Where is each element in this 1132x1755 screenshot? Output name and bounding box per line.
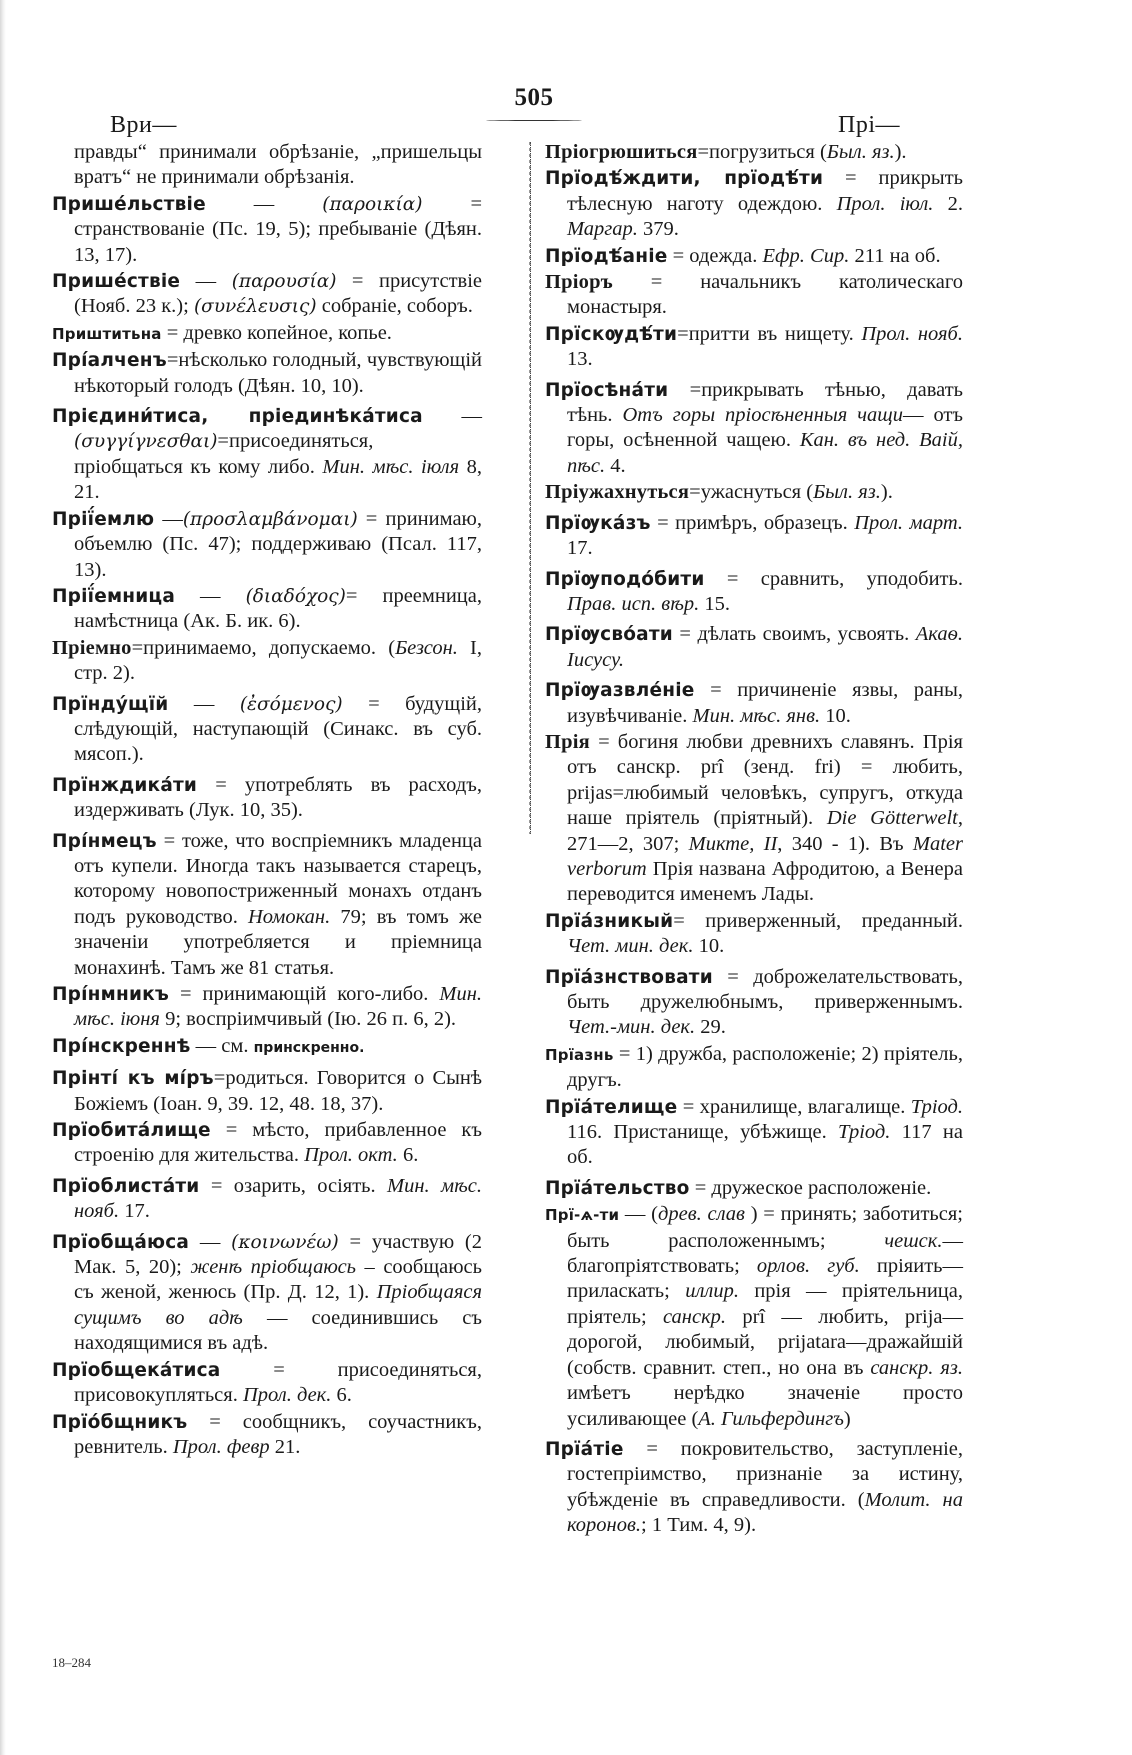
dictionary-entry	[52, 507, 482, 583]
entry-text: прія — пріятельница, пріятель;	[567, 1280, 963, 1328]
entry-text: =притти въ нищету.	[677, 322, 862, 345]
entry-greek-equivalent: (παροικία)	[322, 193, 423, 215]
entry-source-citation: орлов. губ.	[756, 1255, 860, 1278]
entry-headword: Прїоблиста́ти	[52, 1175, 200, 1197]
entry-text: , 340 - 1). Въ	[777, 832, 913, 855]
entry-text: = присоединяться, присовокупляться.	[74, 1358, 482, 1407]
dictionary-entry	[545, 965, 963, 1041]
entry-text: —	[180, 270, 232, 293]
entry-text: 8, 21.	[74, 455, 483, 504]
entry-headword: Прі́нмникъ	[52, 984, 169, 1005]
entry-source-citation: Прол. март.	[854, 511, 963, 534]
right-column	[545, 140, 963, 1540]
entry-headword: Прїа́тіе	[545, 1438, 624, 1460]
entry-source-citation: Тріод.	[838, 1121, 891, 1144]
entry-text: 15.	[699, 592, 730, 615]
running-head-left: Ври—	[110, 112, 177, 138]
left-entries	[52, 192, 482, 1461]
entry-source-citation: Кан. въ нед. Ваій, пѣс.	[567, 429, 963, 477]
dictionary-entry	[52, 1034, 482, 1061]
entry-headword: Прїобщека́тиса	[52, 1359, 221, 1381]
entry-text: =присоединяться, пріобщаться къ кому либо.	[74, 430, 374, 478]
entry-text: пріяить— приласкать;	[567, 1255, 963, 1303]
dictionary-entry	[545, 166, 963, 242]
entry-text: = начальникъ католическаго монастыря.	[567, 271, 963, 319]
dictionary-entry	[52, 773, 482, 824]
entry-source-citation: Пріобщаяся сущимъ во адѣ	[74, 1281, 482, 1329]
entry-text: 10.	[693, 935, 725, 958]
entry-greek-equivalent: (ἐσόμενος)	[239, 693, 343, 715]
dictionary-entry	[545, 730, 963, 908]
entry-headword: Прїа́зникый	[545, 910, 674, 932]
entry-headword: Прїѹподо́бити	[545, 568, 705, 590]
dictionary-entry	[52, 636, 482, 687]
entry-text: имѣетъ нерѣдко значеніе просто усиливающее (	[567, 1382, 963, 1430]
entry-headword: Прїа́знствовати	[545, 966, 713, 988]
entry-source-citation: Прол. окт.	[304, 1144, 398, 1167]
entry-text: =принимаемо, допускаемо. (	[131, 636, 396, 659]
entry-source-citation: Номокан.	[248, 905, 331, 928]
entry-headword: Прїѹка́зъ	[545, 512, 651, 534]
entry-text: —	[422, 405, 482, 428]
entry-source-citation: Прол. нояб.	[861, 322, 963, 345]
entry-text: 79; въ томъ же значеніи употребляется и пріемница монахинѣ. Тамъ же 81 статья.	[74, 905, 482, 979]
dictionary-entry	[52, 348, 482, 399]
entry-text: ).	[880, 481, 893, 504]
entry-text: 17.	[119, 1200, 150, 1223]
entry-text: —	[205, 192, 323, 215]
dictionary-entry	[545, 909, 963, 960]
entry-source-citation: Тріод.	[910, 1095, 963, 1118]
entry-source-citation: древ. слав	[658, 1203, 745, 1226]
entry-source-citation: Безсон.	[395, 636, 458, 659]
entry-text: = покровительство, заступленіе, гостепріимство, признаніе за истину, убѣжденіе въ справедливости. (	[567, 1437, 963, 1511]
dictionary-entry	[545, 1176, 963, 1201]
dictionary-entry	[52, 692, 482, 768]
entry-source-citation: Прав. исп. вѣр.	[567, 592, 700, 615]
entry-headword: Прі́нскреннѣ	[52, 1035, 191, 1057]
entry-text: – сообщаюсь съ женой, женюсь (Пр. Д. 12, 1).	[74, 1256, 482, 1304]
entry-text: =прикрывать тѣнью, давать тѣнь.	[567, 378, 963, 427]
entry-headword: Прїѹсво́ати	[545, 624, 673, 646]
entry-source-citation: санскр.	[662, 1305, 727, 1328]
entry-text: =ужаснуться (	[689, 481, 814, 504]
entry-text: 6.	[397, 1144, 419, 1167]
entry-text: = присутствіе (Нояб. 23 к.);	[74, 270, 483, 318]
entry-source-citation: Мин. мѣс. янв.	[692, 704, 821, 727]
entry-text: prî — любить, prija— дорогой, любимый, prijatara—дражайшій (собств. сравнит. степ., но она въ	[567, 1305, 963, 1379]
entry-source-citation: Die Götterwelt	[826, 807, 958, 830]
dictionary-entry	[545, 378, 963, 480]
footer-signature-mark: 18–284	[52, 1655, 91, 1670]
dictionary-entry	[545, 1095, 963, 1171]
dictionary-entry	[52, 829, 482, 981]
dictionary-entry	[545, 1437, 963, 1539]
entry-text: 21.	[269, 1435, 301, 1458]
entry-text: ).	[894, 141, 907, 163]
entry-source-citation: Чет.-мин. дек.	[567, 1016, 696, 1039]
entry-greek-equivalent: (συγγίγνεσθαι)	[74, 431, 218, 453]
entry-text: = доброжелательствовать, быть дружелюбнымъ, приверженнымъ.	[567, 965, 963, 1013]
entry-text: = дѣлать своимъ, усвоять.	[672, 623, 916, 646]
entry-text: = примѣръ, образецъ.	[650, 511, 855, 534]
entry-text: = дружеское расположеніе.	[689, 1176, 932, 1199]
continuation-text: правды“ принимали обрѣзаніе, „пришельцы вратъ“ не принимали обрѣзанія.	[74, 141, 482, 189]
entry-source-citation: Прол. февр	[172, 1435, 270, 1458]
entry-text: —	[168, 692, 240, 715]
dictionary-entry	[545, 567, 963, 618]
entry-text: 10.	[820, 704, 851, 727]
entry-text: =родиться. Говорится о Сынѣ Божіемъ (Іоан. 9, 39. 12, 48. 18, 37).	[74, 1067, 482, 1115]
dictionary-entry	[545, 511, 963, 562]
dictionary-entry	[545, 270, 963, 321]
dictionary-entry	[52, 1410, 482, 1461]
dictionary-entry	[52, 321, 482, 347]
entry-headword: Прїа́телище	[545, 1096, 678, 1118]
dictionary-entry	[545, 244, 963, 269]
entry-headword: Прії́емница	[52, 585, 176, 607]
entry-text: 116. Пристанище, убѣжище.	[567, 1121, 839, 1144]
dictionary-entry	[52, 192, 482, 268]
entry-text: = хранилище, влагалище.	[677, 1095, 911, 1118]
running-head-right: Прі—	[838, 112, 900, 138]
entry-headword: Прїнду́щїй	[52, 693, 169, 715]
entry-text: = озарить, осіять.	[199, 1174, 388, 1197]
entry-text: —	[189, 1230, 232, 1253]
entry-headword: Прїа́тельство	[545, 1177, 690, 1199]
entry-text: = тоже, что воспріемникъ младенца отъ купели. Иногда такъ называется старецъ, которому новопостриженный монахъ отданъ подъ руководство.	[74, 829, 482, 928]
entry-source-citation: Маргар.	[567, 218, 638, 241]
page-scan-edge	[0, 0, 6, 1755]
entry-text: = сообщникъ, соучастникъ, ревнитель.	[74, 1410, 482, 1458]
entry-source-citation: Мин. мѣс. нояб.	[74, 1174, 482, 1223]
entry-headword: Прише́ствіе	[52, 271, 181, 293]
entry-source-citation: Ефр. Сир.	[762, 244, 850, 267]
entry-headword: Прієдини́тиса, пріединѣка́тиса	[52, 406, 423, 428]
entry-text: = причиненіе язвы, раны, изувѣчиваніе.	[567, 679, 963, 727]
entry-headword: Прїодѣ́ждити, прїодѣ́ти	[545, 168, 824, 190]
entry-headword: Пріоръ	[545, 271, 613, 294]
entry-text: Прія названа Афродитою, а Венера переводится именемъ Лады.	[567, 857, 963, 906]
entry-source-citation: Мин. мѣс. іюня	[74, 983, 482, 1031]
entry-text: — благопріятствовать;	[567, 1229, 963, 1278]
entry-text: собраніе, соборъ.	[316, 295, 473, 318]
dictionary-entry	[52, 1358, 482, 1409]
entry-headword: Прі́алченъ	[52, 350, 167, 372]
entry-source-citation: Мин. мѣс. іюля	[322, 455, 460, 478]
entry-source-citation: Отъ горы пріосѣненныя чащи	[622, 404, 903, 427]
page-number: 505	[514, 84, 554, 111]
column-divider	[530, 142, 535, 834]
entry-text: =погрузиться (	[697, 141, 827, 163]
entry-text: — соединившись съ находящимися въ адѣ.	[74, 1306, 482, 1355]
entry-greek-equivalent: (προσλαμβάνομαι)	[182, 508, 358, 530]
entry-text: = принимаю, объемлю (Пс. 47); поддерживаю (Псал. 117, 13).	[74, 507, 482, 581]
entry-headword: Прїо́бщникъ	[52, 1411, 188, 1433]
entry-text: 2.	[933, 192, 964, 215]
dictionary-entry	[545, 1202, 963, 1432]
entry-greek-equivalent: (κοινωνέω)	[231, 1231, 339, 1253]
entry-greek-equivalent: (συνέλευσις)	[193, 296, 317, 318]
entry-headword: Прїѹазвле́ніе	[545, 680, 695, 702]
entry-headword: Пріемно	[52, 636, 132, 659]
dictionary-entry	[545, 622, 963, 673]
entry-headword: Прїобита́лище	[52, 1120, 211, 1142]
entry-headword: Прінті́ къ мі́ръ	[52, 1068, 214, 1090]
entry-source-citation: А. Гильфердингъ	[698, 1407, 844, 1430]
entry-headword: Прїобща́юса	[52, 1231, 190, 1253]
entry-source-citation: Чет. мин. дек.	[567, 935, 694, 958]
entry-text: 9; воспріимчивый (Ію. 26 п. 6, 2).	[159, 1008, 457, 1031]
entry-source-citation: Был. яз.	[826, 141, 895, 163]
dictionary-entry	[52, 404, 482, 506]
entry-text: — отъ горы, осѣненной чащею.	[567, 404, 963, 452]
entry-text: = преемница, намѣстница (Ак. Б. ик. 6).	[74, 584, 482, 633]
entry-text: —	[175, 584, 246, 607]
entry-greek-equivalent: (διαδόχος)	[245, 585, 346, 607]
entry-source-citation: Прол. іюл.	[836, 192, 934, 215]
dictionary-entry	[52, 269, 482, 320]
entry-text: = странствованіе (Пс. 19, 5); пребываніе (Дѣян. 13, 17).	[74, 192, 483, 266]
entry-text: = будущій, слѣдующій, наступающій (Синакс. въ суб. мясоп.).	[74, 692, 482, 766]
entry-headword: Прї-ѧ-ти	[545, 1206, 620, 1225]
entry-cross-reference: принскренно.	[253, 1039, 365, 1056]
entry-source-citation: Акаѳ. Іисусу.	[567, 623, 963, 671]
entry-text: = богиня любви древнихъ славянъ. Прія отъ санскр. prî (зенд. fri) = любить, prijas=любимый человѣкъ, супругъ, откуда наше пріятель (пріятный).	[567, 730, 963, 830]
entry-headword: Прїосѣна́ти	[545, 379, 669, 401]
entry-headword: Прїскѹдѣ́ти	[545, 323, 678, 345]
dictionary-entry	[545, 1042, 963, 1094]
entry-text: = одежда.	[667, 244, 763, 267]
dictionary-entry	[545, 140, 963, 165]
right-entries	[545, 140, 963, 1539]
left-column	[52, 140, 482, 1461]
dictionary-entry	[545, 322, 963, 373]
entry-headword: Пріогрюшиться	[545, 141, 698, 163]
entry-text: = прикрыть тѣлесную наготу одеждою.	[567, 167, 963, 215]
entry-text: ) = принять; заботиться; быть расположеннымъ;	[567, 1203, 963, 1252]
dictionary-entry	[545, 480, 963, 505]
entry-source-citation: женѣ пріобщаюсь	[190, 1256, 357, 1279]
entry-headword: Приштитьна	[52, 324, 162, 343]
entry-headword: Прі́нмецъ	[52, 830, 157, 852]
entry-text: 6.	[331, 1384, 352, 1407]
entry-text: I, стр. 2).	[74, 636, 483, 685]
entry-headword: Пріужахнуться	[545, 481, 690, 504]
entry-headword: Прише́льствіе	[52, 193, 206, 215]
entry-text: — см.	[190, 1034, 254, 1057]
entry-text: 211 на об.	[849, 244, 941, 267]
dictionary-entry	[52, 982, 482, 1033]
entry-headword: Прія	[545, 730, 590, 753]
entry-headword: Прїнждика́ти	[52, 774, 198, 796]
page-number-rule	[486, 120, 582, 121]
entry-text: ; 1 Тим. 4, 9).	[641, 1514, 757, 1537]
entry-source-citation: Mater verborum	[567, 832, 964, 880]
entry-source-citation: Молит. на коронов.	[567, 1488, 963, 1537]
dictionary-entry	[52, 1230, 482, 1357]
entry-text: = древко копейное, копье.	[161, 321, 392, 344]
entry-text: 17.	[567, 537, 593, 560]
entry-source-citation: Был. яз.	[813, 481, 881, 504]
entry-text: — (	[619, 1203, 658, 1226]
entry-text: 13.	[567, 348, 593, 371]
entry-text: )	[843, 1407, 851, 1430]
entry-text: = сравнить, уподобить.	[704, 567, 963, 590]
dictionary-entry	[52, 1174, 482, 1225]
dictionary-entry	[545, 678, 963, 729]
entry-source-citation: чешск.	[884, 1229, 943, 1252]
entry-text: = употреблять въ расходъ, издерживать (Лук. 10, 35).	[74, 773, 482, 822]
entry-source-citation: Микте, II	[688, 832, 778, 855]
entry-text: = мѣсто, прибавленное къ строенію для жительства.	[74, 1119, 482, 1167]
entry-text: 117 на об.	[567, 1121, 963, 1169]
entry-text: 29.	[695, 1016, 726, 1039]
entry-headword: Прії́емлю	[52, 508, 155, 530]
entry-text: 379.	[637, 218, 679, 241]
entry-headword: Прїодѣ́аніе	[545, 245, 668, 267]
entry-source-citation: иллир.	[685, 1280, 739, 1303]
dictionary-entry	[52, 1118, 482, 1169]
entry-source-citation: санскр. яз.	[870, 1356, 963, 1379]
entry-headword: Прїазнь	[545, 1045, 614, 1064]
entry-text: = принимающій кого-либо.	[168, 983, 440, 1005]
entry-source-citation: Прол. дек.	[242, 1384, 332, 1407]
dictionary-entry	[52, 1066, 482, 1117]
entry-text: , 271—2, 307;	[567, 807, 963, 855]
entry-text: = участвую (2 Мак. 5, 20);	[74, 1230, 483, 1279]
entry-text: —	[154, 507, 183, 530]
entry-greek-equivalent: (παρουσία)	[231, 271, 337, 293]
entry-text: = 1) дружба, расположеніе; 2) пріятель, другъ.	[567, 1042, 963, 1092]
entry-text: = приверженный, преданный.	[673, 909, 963, 932]
entry-text: =нѣсколько голодный, чувствующій нѣкоторый голодъ (Дѣян. 10, 10).	[74, 349, 482, 397]
entry-text: 4.	[605, 454, 626, 477]
dictionary-entry	[52, 584, 482, 635]
